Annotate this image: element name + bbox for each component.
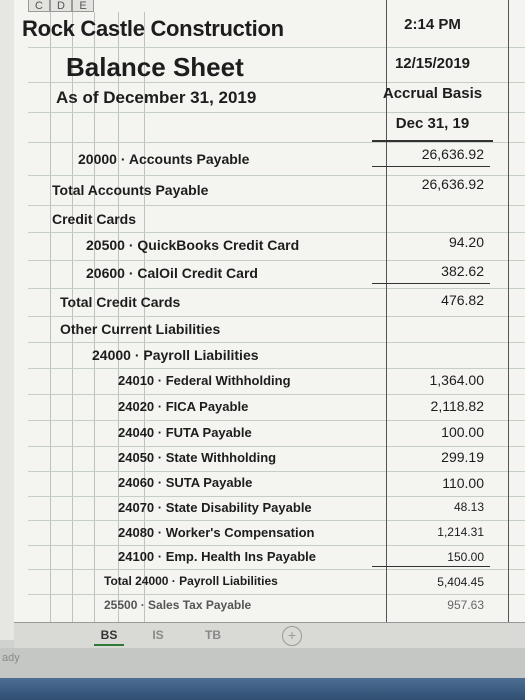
- column-headers: [28, 0, 168, 12]
- column-header-c[interactable]: C: [28, 0, 50, 12]
- row-amount[interactable]: 48.13: [453, 500, 484, 514]
- add-sheet-icon[interactable]: +: [282, 626, 302, 646]
- row-label[interactable]: Total 24000 · Payroll Liabilities: [104, 574, 278, 588]
- row-label[interactable]: 24080 · Worker's Compensation: [118, 525, 315, 540]
- row-label[interactable]: 24010 · Federal Withholding: [118, 373, 291, 388]
- amount-column-title[interactable]: Dec 31, 19: [395, 115, 470, 132]
- status-text: ady: [2, 652, 20, 664]
- row-label[interactable]: 20000 · Accounts Payable: [78, 151, 250, 167]
- row-label[interactable]: 20600 · CalOil Credit Card: [86, 265, 258, 281]
- taskbar: [0, 678, 525, 700]
- tab-is[interactable]: IS: [152, 628, 164, 642]
- row-label[interactable]: 24050 · State Withholding: [118, 450, 277, 465]
- tab-bs[interactable]: BS: [94, 626, 124, 646]
- row-amount[interactable]: 94.20: [448, 234, 484, 250]
- row-amount[interactable]: 476.82: [441, 292, 484, 308]
- row-amount[interactable]: 382.62: [441, 263, 484, 279]
- column-header-d[interactable]: D: [50, 0, 72, 12]
- row-label[interactable]: 24000 · Payroll Liabilities: [92, 347, 259, 363]
- report-time[interactable]: 2:14 PM: [404, 16, 461, 33]
- row-amount[interactable]: 100.00: [441, 424, 484, 440]
- row-amount[interactable]: 299.19: [441, 449, 484, 465]
- report-basis[interactable]: Accrual Basis: [382, 85, 483, 102]
- row-label[interactable]: 20500 · QuickBooks Credit Card: [86, 237, 300, 253]
- report-date-range[interactable]: As of December 31, 2019: [56, 88, 257, 107]
- row-amount[interactable]: 150.00: [447, 550, 484, 564]
- report-title[interactable]: Balance Sheet: [66, 52, 244, 82]
- row-label[interactable]: 24070 · State Disability Payable: [118, 500, 312, 515]
- row-label[interactable]: 24040 · FUTA Payable: [118, 425, 252, 440]
- subtotal-underline: [372, 166, 490, 167]
- row-label[interactable]: Other Current Liabilities: [60, 321, 221, 337]
- tab-tb[interactable]: TB: [205, 628, 221, 642]
- row-amount[interactable]: 26,636.92: [421, 146, 484, 162]
- row-amount[interactable]: 26,636.92: [421, 176, 484, 192]
- report-date[interactable]: 12/15/2019: [394, 55, 471, 72]
- row-amount[interactable]: 2,118.82: [430, 398, 484, 414]
- row-amount[interactable]: 1,364.00: [429, 372, 484, 388]
- subtotal-underline: [372, 283, 490, 284]
- row-label[interactable]: Credit Cards: [52, 211, 137, 227]
- row-amount[interactable]: 1,214.31: [437, 525, 484, 539]
- row-label[interactable]: 24100 · Emp. Health Ins Payable: [118, 549, 316, 564]
- row-amount[interactable]: 110.00: [442, 475, 484, 491]
- column-title-underline: [372, 140, 493, 142]
- row-label[interactable]: Total Accounts Payable: [52, 182, 209, 198]
- row-label[interactable]: 24060 · SUTA Payable: [118, 475, 253, 490]
- row-label[interactable]: 25500 · Sales Tax Payable: [104, 598, 252, 612]
- sheet-tab-bar: [14, 622, 525, 649]
- row-amount[interactable]: 5,404.45: [437, 575, 484, 589]
- status-bar: [0, 648, 525, 678]
- row-amount[interactable]: 957.63: [447, 598, 484, 612]
- company-name[interactable]: Rock Castle Construction: [22, 16, 284, 41]
- column-header-e[interactable]: E: [72, 0, 94, 12]
- row-label[interactable]: Total Credit Cards: [60, 294, 181, 310]
- row-label[interactable]: 24020 · FICA Payable: [118, 399, 249, 414]
- subtotal-underline: [372, 566, 490, 567]
